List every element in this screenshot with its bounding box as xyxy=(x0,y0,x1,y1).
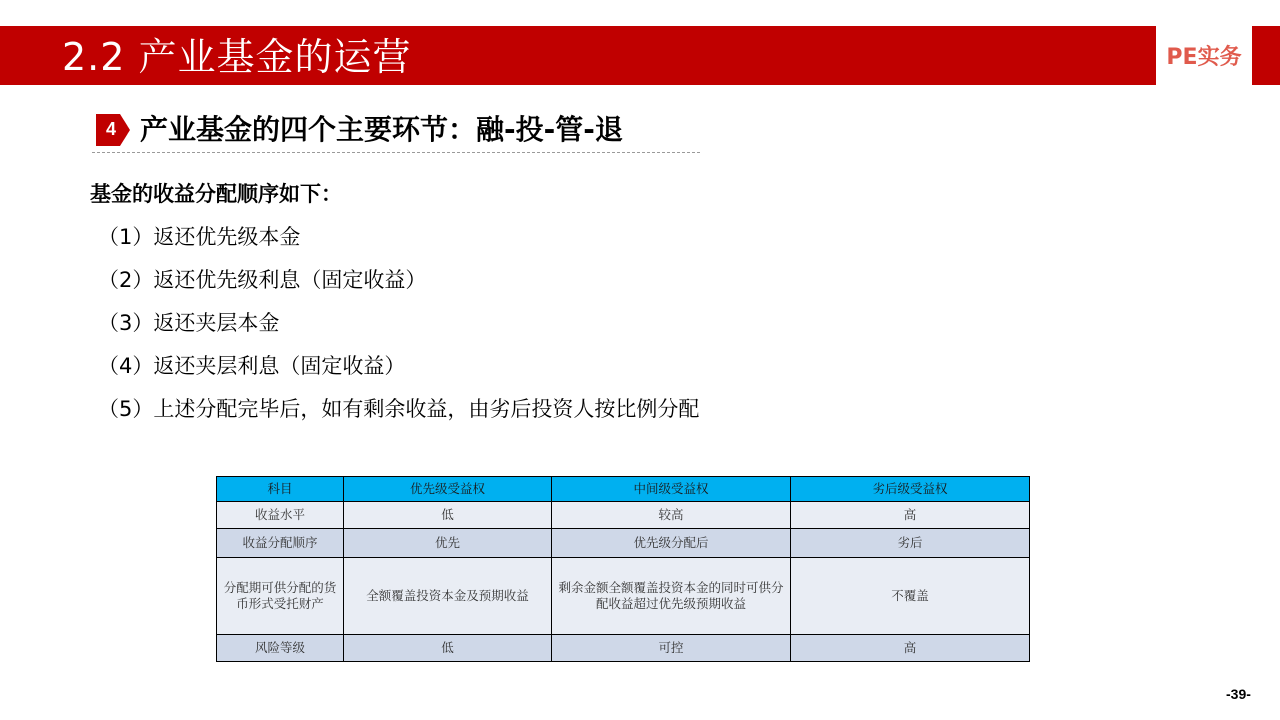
list-item: （5）上述分配完毕后，如有剩余收益，由劣后投资人按比例分配 xyxy=(98,397,700,421)
table-cell: 剩余金额全额覆盖投资本金的同时可供分配收益超过优先级预期收益 xyxy=(552,558,791,635)
column-header: 优先级受益权 xyxy=(344,477,552,502)
logo-text: PE实务 xyxy=(1166,45,1242,70)
table-cell: 收益水平 xyxy=(217,502,344,529)
table-row xyxy=(217,529,1030,558)
section-title: 产业基金的四个主要环节：融-投-管-退 xyxy=(140,113,623,146)
table-cell: 收益分配顺序 xyxy=(217,529,344,558)
table-cell: 低 xyxy=(344,635,552,662)
column-header: 劣后级受益权 xyxy=(791,477,1030,502)
table-cell: 劣后 xyxy=(791,529,1030,558)
table-cell: 优先级分配后 xyxy=(552,529,791,558)
table-header-row xyxy=(217,477,1030,502)
section-badge xyxy=(96,114,132,146)
table-cell: 高 xyxy=(791,635,1030,662)
list-item: （4）返还夹层利息（固定收益） xyxy=(98,354,406,378)
table-cell: 分配期可供分配的货币形式受托财产 xyxy=(217,558,344,635)
table-row xyxy=(217,635,1030,662)
table-cell: 较高 xyxy=(552,502,791,529)
distribution-table xyxy=(216,476,1030,662)
table-cell: 风险等级 xyxy=(217,635,344,662)
table-cell: 全额覆盖投资本金及预期收益 xyxy=(344,558,552,635)
column-header: 科目 xyxy=(217,477,344,502)
table-cell: 优先 xyxy=(344,529,552,558)
table-cell: 可控 xyxy=(552,635,791,662)
table-cell: 不覆盖 xyxy=(791,558,1030,635)
list-item: （1）返还优先级本金 xyxy=(98,225,301,249)
column-header: 中间级受益权 xyxy=(552,477,791,502)
table-row xyxy=(217,502,1030,529)
page-number: -39- xyxy=(1226,686,1251,702)
table-row xyxy=(217,558,1030,635)
list-item: （3）返还夹层本金 xyxy=(98,311,280,335)
section-badge-number: 4 xyxy=(105,119,116,139)
table-cell: 低 xyxy=(344,502,552,529)
table-cell: 高 xyxy=(791,502,1030,529)
list-item: （2）返还优先级利息（固定收益） xyxy=(98,268,427,292)
page-title: 2.2 产业基金的运营 xyxy=(62,35,412,79)
logo xyxy=(1156,26,1252,85)
distribution-intro: 基金的收益分配顺序如下： xyxy=(90,182,342,206)
section-heading xyxy=(92,106,700,153)
